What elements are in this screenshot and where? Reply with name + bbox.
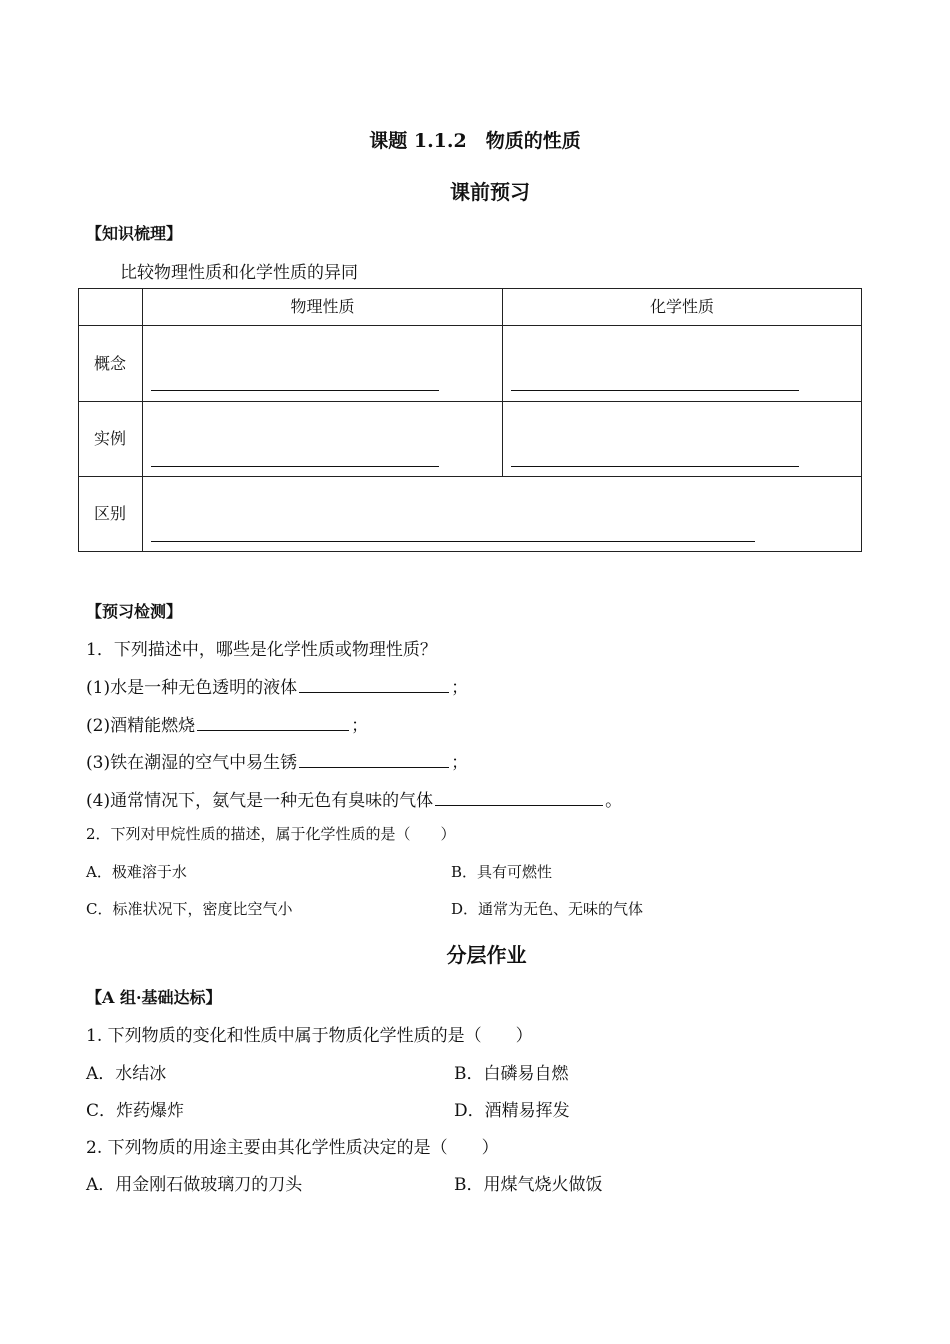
fill-item: (2)酒精能燃烧 ； [86, 711, 368, 736]
fill-item: (3)铁在潮湿的空气中易生锈 ； [86, 748, 468, 773]
hw2-option-a[interactable]: A．用金刚石做玻璃刀的刀头 [86, 1175, 303, 1195]
preview-heading: 课前预习 [450, 180, 530, 204]
comparison-table [78, 288, 862, 552]
row-label-concept: 概念 [93, 354, 126, 373]
option-b[interactable]: B．具有可燃性 [451, 863, 553, 881]
row-label-difference: 区别 [93, 504, 126, 523]
hw1-option-c[interactable]: C．炸药爆炸 [86, 1101, 185, 1121]
question-1-stem: 1．下列描述中，哪些是化学性质或物理性质？ [86, 640, 437, 660]
fill-blank[interactable] [435, 787, 603, 806]
preview-check-heading: 【预习检测】 [86, 602, 183, 621]
knowledge-heading: 【知识梳理】 [86, 224, 183, 243]
option-a[interactable]: A．极难溶于水 [86, 863, 187, 881]
answer-line[interactable] [511, 390, 799, 391]
option-c[interactable]: C．标准状况下，密度比空气小 [86, 900, 293, 918]
answer-line[interactable] [151, 390, 439, 391]
hw2-option-b[interactable]: B．用煤气烧火做饭 [454, 1175, 603, 1195]
hw1-option-b[interactable]: B．白磷易自燃 [454, 1064, 569, 1084]
hw1-option-d[interactable]: D．酒精易挥发 [454, 1101, 570, 1121]
header-physical: 物理性质 [290, 297, 355, 316]
hw-question-1-stem: 1. 下列物质的变化和性质中属于物质化学性质的是（ ） [86, 1026, 533, 1046]
answer-line[interactable] [511, 466, 799, 467]
group-a-heading: 【A 组·基础达标】 [86, 988, 222, 1007]
answer-line[interactable] [151, 466, 439, 467]
fill-blank[interactable] [197, 712, 349, 731]
hw-question-2-stem: 2. 下列物质的用途主要由其化学性质决定的是（ ） [86, 1138, 499, 1158]
question-2-stem: 2．下列对甲烷性质的描述，属于化学性质的是（ ） [86, 825, 456, 843]
answer-line[interactable] [151, 541, 755, 542]
row-label-example: 实例 [93, 429, 126, 448]
fill-item: (4)通常情况下，氨气是一种无色有臭味的气体 。 [86, 786, 622, 811]
fill-blank[interactable] [299, 749, 449, 768]
fill-blank[interactable] [299, 674, 449, 693]
table-intro: 比较物理性质和化学性质的异同 [120, 263, 358, 283]
option-d[interactable]: D．通常为无色、无味的气体 [451, 900, 644, 918]
lesson-title: 课题 1.1.2 物质的性质 [369, 130, 581, 152]
header-chemical: 化学性质 [649, 297, 714, 316]
fill-item: (1)水是一种无色透明的液体 ； [86, 673, 468, 698]
homework-heading: 分层作业 [446, 943, 527, 967]
hw1-option-a[interactable]: A．水结冰 [86, 1064, 167, 1084]
